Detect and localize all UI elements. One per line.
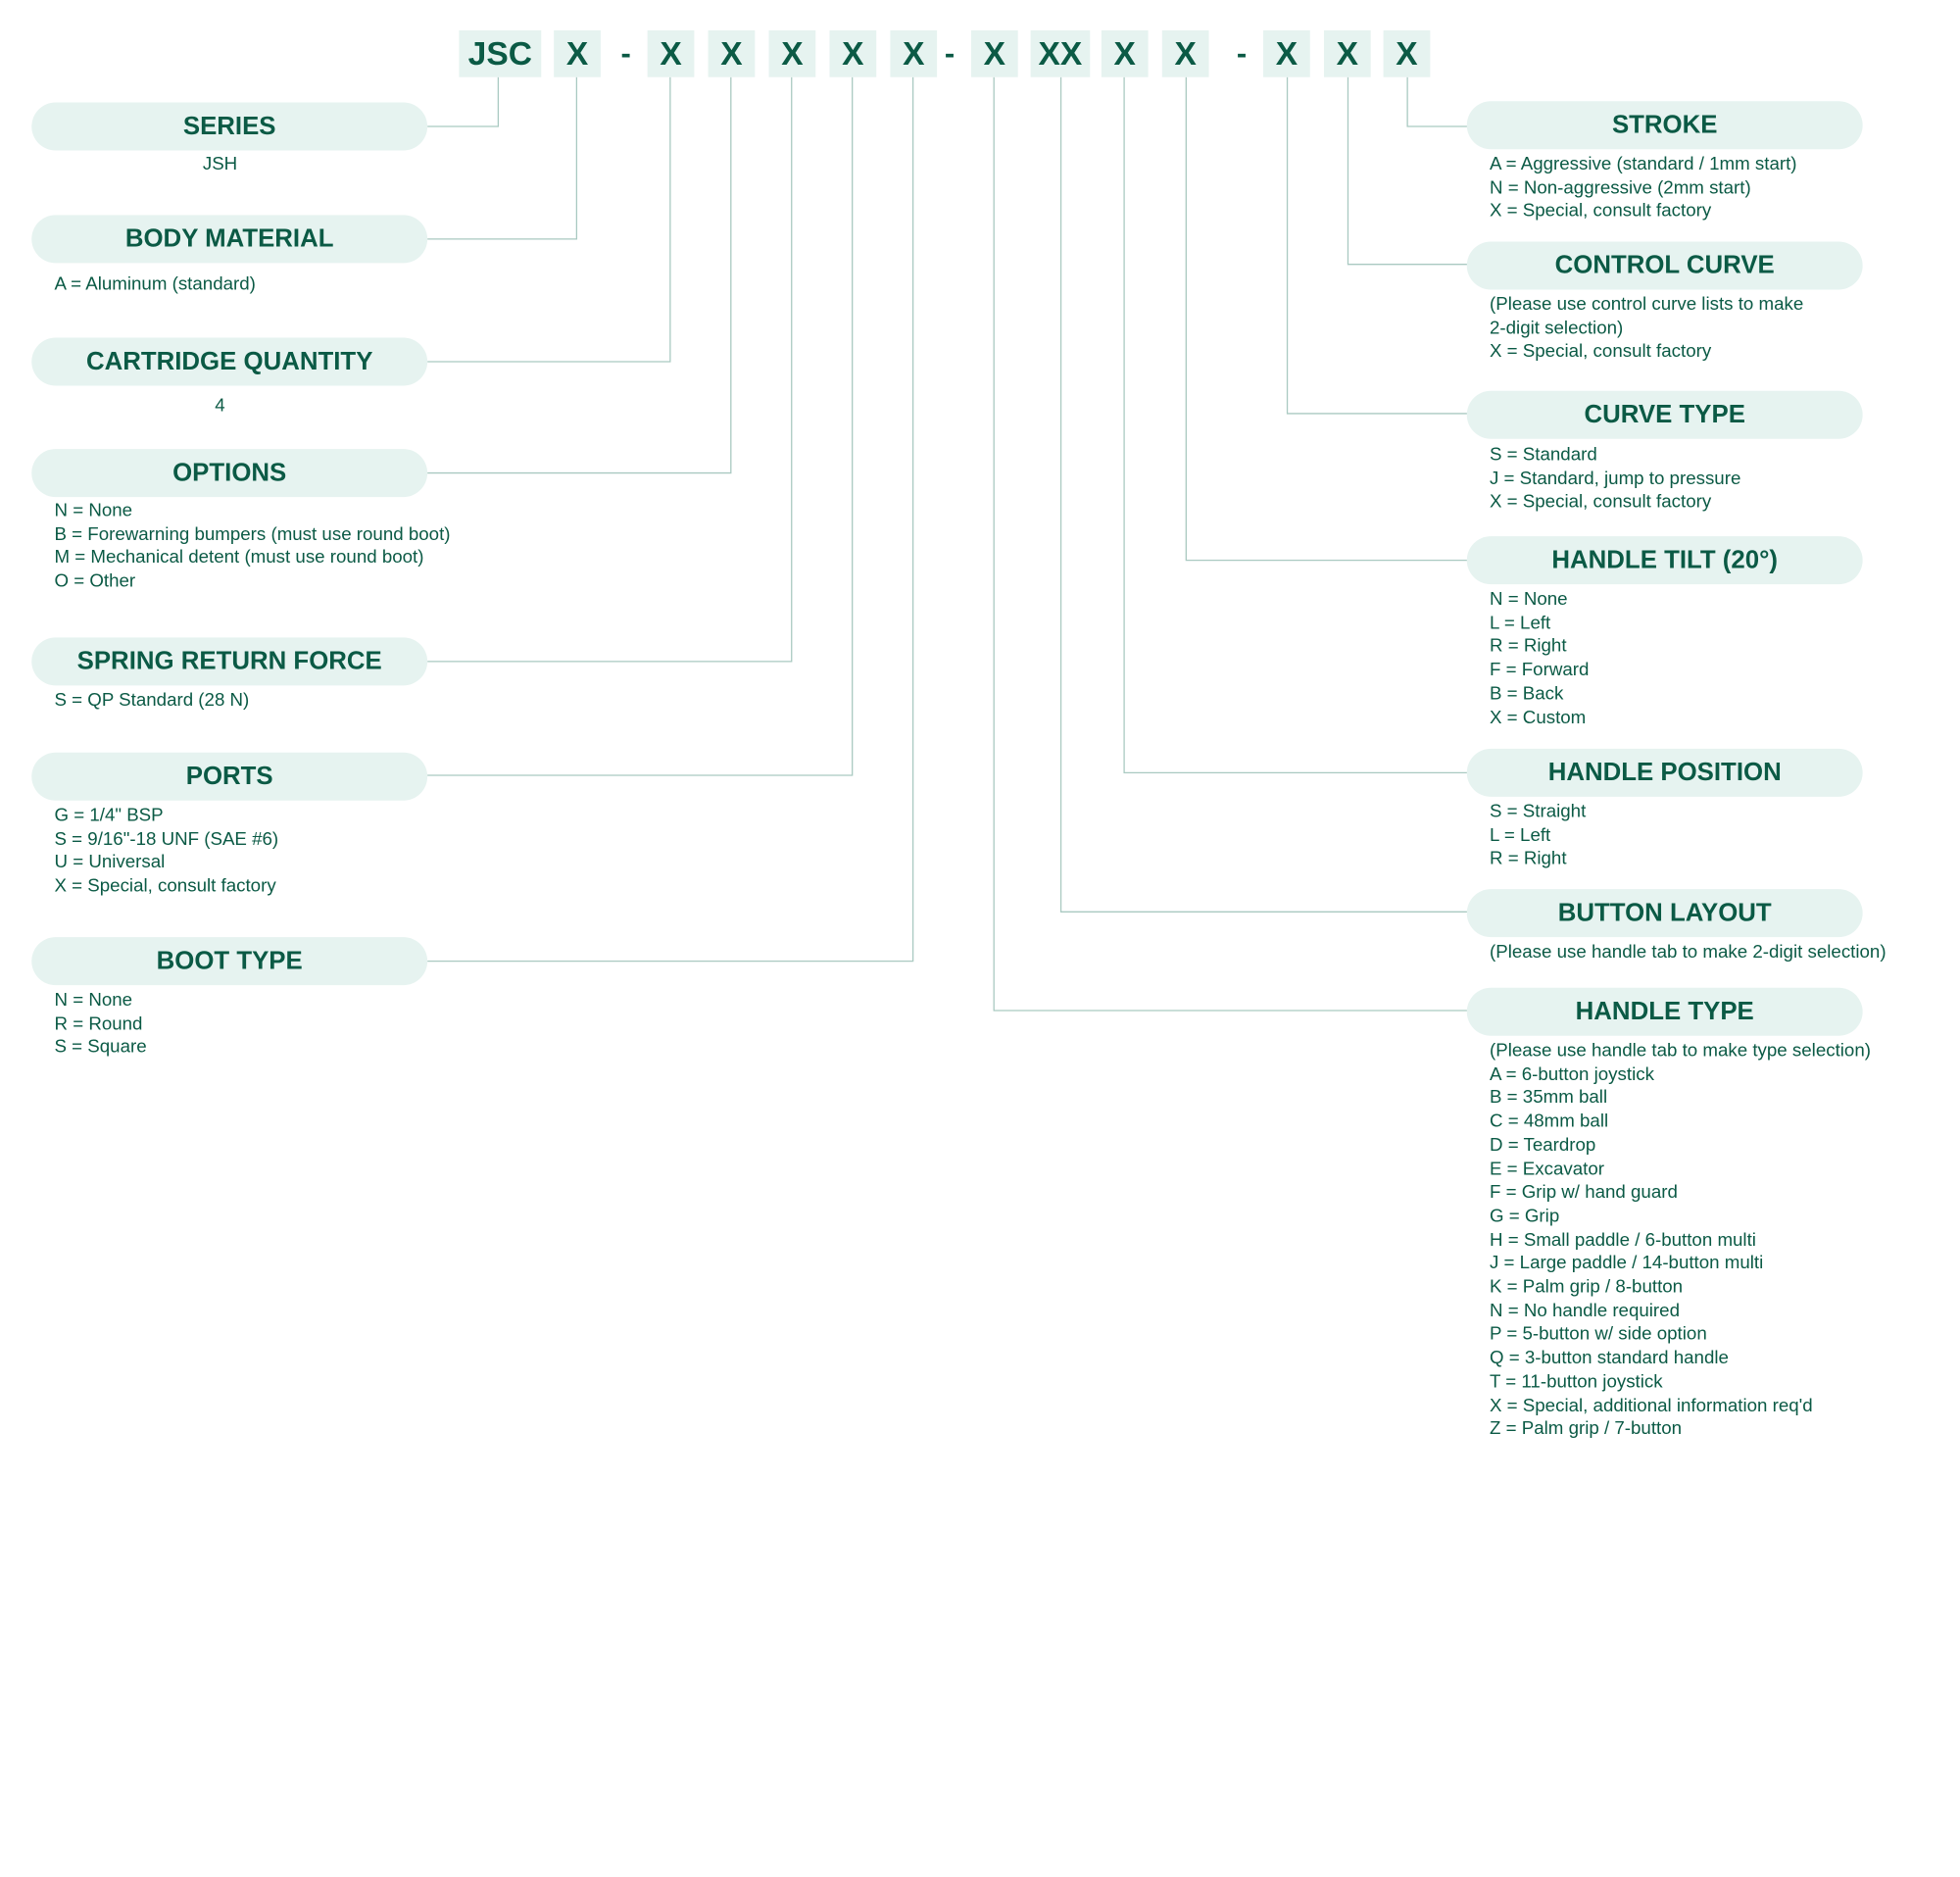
leader-ports bbox=[427, 77, 853, 775]
leader-series bbox=[427, 77, 498, 126]
handle-tilt-value: B = Back bbox=[1490, 683, 1564, 705]
boot-type-label: BOOT TYPE bbox=[31, 937, 427, 985]
code-separator-1: - bbox=[620, 36, 631, 72]
button-layout-value: (Please use handle tab to make 2-digit selection) bbox=[1490, 942, 1886, 963]
handle-type-value: Z = Palm grip / 7-button bbox=[1490, 1419, 1683, 1440]
ports-value: S = 9/16"-18 UNF (SAE #6) bbox=[54, 829, 279, 850]
control-curve-values bbox=[1490, 293, 1803, 364]
boot-type-values bbox=[54, 989, 146, 1060]
ports-value: G = 1/4" BSP bbox=[54, 805, 164, 826]
body-material-values bbox=[54, 273, 255, 297]
button-layout-values bbox=[1490, 941, 1886, 964]
boot-type-value: R = Round bbox=[54, 1013, 143, 1035]
leader-cartridge-quantity bbox=[427, 77, 670, 362]
series-label: SERIES bbox=[31, 103, 427, 151]
handle-type-value: H = Small paddle / 6-button multi bbox=[1490, 1230, 1756, 1251]
handle-type-value: G = Grip bbox=[1490, 1206, 1560, 1227]
handle-type-values bbox=[1490, 1040, 1871, 1442]
code-button-layout-box: XX bbox=[1031, 30, 1091, 77]
leader-stroke bbox=[1407, 77, 1469, 126]
control-curve-value: X = Special, consult factory bbox=[1490, 341, 1712, 363]
button-layout-label: BUTTON LAYOUT bbox=[1467, 889, 1863, 937]
code-separator-3: - bbox=[1236, 36, 1248, 72]
handle-position-value: L = Left bbox=[1490, 825, 1551, 846]
handle-position-label: HANDLE POSITION bbox=[1467, 749, 1863, 797]
handle-position-value: R = Right bbox=[1490, 849, 1567, 869]
stroke-values bbox=[1490, 153, 1797, 223]
handle-type-value: F = Grip w/ hand guard bbox=[1490, 1182, 1678, 1204]
ports-values bbox=[54, 805, 278, 900]
code-cartridge-quantity-box: X bbox=[648, 30, 695, 77]
body-material-label: BODY MATERIAL bbox=[31, 215, 427, 263]
handle-type-value: P = 5-button w/ side option bbox=[1490, 1324, 1707, 1346]
code-boot-type-box: X bbox=[890, 30, 937, 77]
options-value: M = Mechanical detent (must use round boot) bbox=[54, 548, 424, 568]
handle-type-value: J = Large paddle / 14-button multi bbox=[1490, 1254, 1764, 1274]
code-body-material-box: X bbox=[554, 30, 601, 77]
handle-type-value: B = 35mm ball bbox=[1490, 1088, 1608, 1109]
handle-type-value: T = 11-button joystick bbox=[1490, 1371, 1663, 1393]
code-handle-type-box: X bbox=[971, 30, 1018, 77]
control-curve-label: CONTROL CURVE bbox=[1467, 241, 1863, 289]
body-material-value: A = Aluminum (standard) bbox=[54, 274, 256, 295]
handle-type-value: Q = 3-button standard handle bbox=[1490, 1348, 1729, 1369]
stroke-label: STROKE bbox=[1467, 101, 1863, 149]
leader-curve-type bbox=[1288, 77, 1470, 414]
code-separator-2: - bbox=[944, 36, 956, 72]
cartridge-quantity-values bbox=[31, 395, 409, 419]
handle-tilt-value: L = Left bbox=[1490, 613, 1551, 634]
options-label: OPTIONS bbox=[31, 449, 427, 497]
leader-control-curve bbox=[1348, 77, 1469, 265]
handle-type-value: E = Excavator bbox=[1490, 1159, 1604, 1180]
leader-handle-tilt bbox=[1186, 77, 1469, 561]
handle-position-values bbox=[1490, 801, 1586, 871]
cartridge-quantity-value: 4 bbox=[215, 395, 225, 417]
leader-handle-type bbox=[994, 77, 1469, 1011]
handle-position-value: S = Straight bbox=[1490, 802, 1587, 822]
code-curve-type-box: X bbox=[1263, 30, 1310, 77]
handle-type-value: N = No handle required bbox=[1490, 1301, 1680, 1322]
handle-tilt-value: X = Custom bbox=[1490, 707, 1587, 728]
leader-spring-return-force bbox=[427, 77, 792, 662]
handle-tilt-value: R = Right bbox=[1490, 636, 1567, 658]
control-curve-value: 2-digit selection) bbox=[1490, 318, 1624, 339]
ports-label: PORTS bbox=[31, 753, 427, 801]
handle-type-value: X = Special, additional information req'd bbox=[1490, 1395, 1813, 1416]
spring-return-force-label: SPRING RETURN FORCE bbox=[31, 637, 427, 685]
boot-type-value: S = Square bbox=[54, 1037, 147, 1059]
code-spring-return-force-box: X bbox=[769, 30, 816, 77]
options-values bbox=[54, 500, 450, 595]
ports-value: U = Universal bbox=[54, 853, 166, 873]
code-ports-box: X bbox=[829, 30, 876, 77]
stroke-value: X = Special, consult factory bbox=[1490, 201, 1712, 222]
options-value: N = None bbox=[54, 500, 133, 521]
handle-type-label: HANDLE TYPE bbox=[1467, 988, 1863, 1036]
code-options-box: X bbox=[709, 30, 756, 77]
code-handle-position-box: X bbox=[1102, 30, 1149, 77]
handle-type-value: D = Teardrop bbox=[1490, 1135, 1596, 1157]
leader-options bbox=[427, 77, 731, 473]
leader-body-material bbox=[427, 77, 576, 239]
code-stroke-box: X bbox=[1384, 30, 1431, 77]
code-handle-tilt-box: X bbox=[1162, 30, 1209, 77]
boot-type-value: N = None bbox=[54, 990, 133, 1011]
stroke-value: A = Aggressive (standard / 1mm start) bbox=[1490, 154, 1797, 175]
curve-type-values bbox=[1490, 444, 1740, 515]
code-prefix-box: JSC bbox=[459, 30, 541, 77]
handle-type-value: (Please use handle tab to make type selection) bbox=[1490, 1040, 1871, 1062]
handle-type-value: A = 6-button joystick bbox=[1490, 1064, 1654, 1085]
spring-return-force-value: S = QP Standard (28 N) bbox=[54, 690, 250, 712]
options-value: B = Forewarning bumpers (must use round boot) bbox=[54, 524, 451, 545]
series-values bbox=[31, 153, 409, 176]
handle-tilt-value: N = None bbox=[1490, 589, 1568, 610]
handle-tilt-label: HANDLE TILT (20°) bbox=[1467, 536, 1863, 584]
ports-value: X = Special, consult factory bbox=[54, 876, 276, 897]
handle-type-value: C = 48mm ball bbox=[1490, 1111, 1609, 1132]
control-curve-value: (Please use control curve lists to make bbox=[1490, 294, 1804, 316]
leader-button-layout bbox=[1061, 77, 1470, 913]
curve-type-value: S = Standard bbox=[1490, 445, 1597, 466]
curve-type-value: X = Special, consult factory bbox=[1490, 492, 1712, 514]
leader-handle-position bbox=[1124, 77, 1469, 773]
curve-type-value: J = Standard, jump to pressure bbox=[1490, 469, 1741, 489]
series-value: JSH bbox=[202, 154, 238, 175]
curve-type-label: CURVE TYPE bbox=[1467, 391, 1863, 439]
stroke-value: N = Non-aggressive (2mm start) bbox=[1490, 177, 1751, 199]
handle-type-value: K = Palm grip / 8-button bbox=[1490, 1277, 1684, 1298]
cartridge-quantity-label: CARTRIDGE QUANTITY bbox=[31, 338, 427, 386]
spring-return-force-values bbox=[54, 689, 249, 713]
handle-tilt-value: F = Forward bbox=[1490, 660, 1590, 681]
code-control-curve-box: X bbox=[1324, 30, 1371, 77]
handle-tilt-values bbox=[1490, 588, 1589, 730]
options-value: O = Other bbox=[54, 571, 136, 593]
